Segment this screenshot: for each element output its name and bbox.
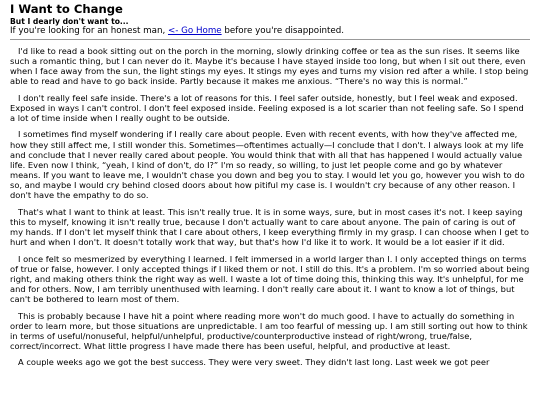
paragraph: That's what I want to think at least. This isn't really true. It is in some ways, sure, but in most cases it's not. I keep saying this to myself, knowing it isn't really true, because I don't actually want to care about anyone. The pain of caring is out of my hands. If I don't let myself think that I care about others, I keep everything firmly in my grasp. I can choose when I get to hurt and when I don't. It doesn't totally work that way, but that's how I'd like it to work. It would be a lot easier if it did. (10, 206, 529, 248)
paragraph: I'd like to read a book sitting out on the porch in the morning, slowly drinking coffee or tea as the sun rises. It seems like such a romantic thing, but I can never do it. Maybe it's because I have stayed inside too long, but when I sit out there, even when I face away from the sun, the light stings my eyes. It stings my eyes and turns my vision red after a while. I stop being able to read and have to go back inside. Partly because it makes me anxious. “There's no way this is normal.” (10, 46, 529, 87)
article-body (10, 46, 530, 368)
paragraph: I don't really feel safe inside. There's a lot of reasons for this. I feel safer outside, honestly, but I feel weak and exposed. Exposed in ways I can't control. I don't feel exposed inside. Feeling exposed is a lot scarier than not feeling safe. So I spend a lot of time inside when I really ought to be outside. (10, 92, 524, 124)
page-subtitle: But I dearly don't want to... (10, 17, 129, 26)
paragraph: I once felt so mesmerized by everything I learned. I felt immersed in a world larger than I. I only accepted things on terms of true or false, however. I only accepted things if I liked them or not. I still do this. It's a problem. I'm so worried about being right, and making others think the right way as well. I waste a lot of time doing this, thinking this way. It's unhelpful, for me and for others. Now, I am terribly unenthused with learning. I don't really care about it. I want to know a lot of things, but can't be bothered to learn most of them. (10, 253, 530, 305)
paragraph: A couple weeks ago we got the best success. They were very sweet. They didn't last long. Last week we got peer (18, 357, 490, 368)
page-title: I Want to Change (10, 2, 123, 16)
paragraph: This is probably because I have hit a point where reading more won't do much good. I have to actually do something in order to learn more, but those situations are unpredictable. I am too fearful of messing up. I am still sorting out how to think in terms of useful/nonuseful, helpful/unhelpful, productive/counterproductive instead of right/wrong, true/false, correct/incorrect. What little progress I have made there has been useful, helpful, and productive at least. (10, 310, 528, 351)
paragraph: I sometimes find myself wondering if I really care about people. Even with recent events, with how they've affected me, how they still affect me, I still wonder this. Sometimes—oftentimes actually—I conclude that I don't. I always look at my life and conclude that I never really cared about people. You would think that with all that has happened I would actually value life. Even now I think, “yeah, I kind of don't, do I?” I'm so ready, so willing, to just let people come and go by whatever means. If you want to leave me, I wouldn't chase you down and beg you to stay. I would let you go, however you wish to do so, and maybe I would cry behind closed doors about how pitiful my case is. I wouldn't cry because of any other reason. I don't have the empathy to do so. (10, 129, 525, 201)
go-home-link[interactable]: <- Go Home (167, 26, 222, 36)
header-note (10, 26, 530, 37)
header-divider (10, 39, 530, 40)
header-note-prefix: If you're looking for an honest man, (10, 26, 168, 36)
header-note-suffix: before you're disappointed. (221, 26, 345, 36)
